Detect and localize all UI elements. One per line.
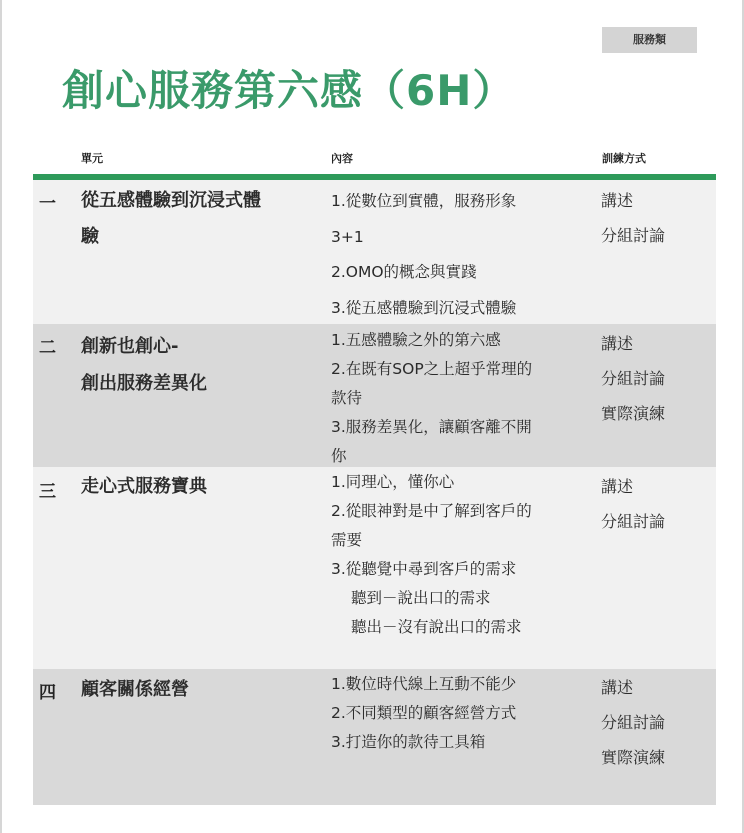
unit-line: 顧客關係經營 [81, 679, 189, 700]
method-item: 分組討論 [601, 369, 666, 388]
row-content [331, 468, 589, 642]
row-number: 四 [39, 683, 56, 703]
unit-line: 創出服務差異化 [81, 373, 207, 394]
unit-line: 創新也創心- [81, 336, 179, 357]
content-line: 款待 [331, 389, 363, 407]
category-tag: 服務類 [602, 27, 697, 53]
page-title: 創心服務第六感（6H） [62, 66, 516, 115]
content-line: 3.從聽覺中尋到客戶的需求 [331, 560, 517, 578]
content-line: 2.不同類型的顧客經營方式 [331, 704, 517, 722]
row-number: 一 [39, 194, 56, 214]
header-content: 內容 [331, 152, 353, 165]
header-unit: 單元 [81, 152, 103, 165]
content-subline: 聽出－沒有說出口的需求 [351, 618, 522, 636]
table-row [33, 180, 716, 324]
content-line: 3+1 [331, 227, 364, 246]
row-unit [81, 469, 311, 505]
content-line: 3.服務差異化，讓顧客離不開 [331, 418, 532, 436]
method-item: 講述 [601, 678, 634, 697]
method-item: 實際演練 [601, 748, 666, 767]
method-item: 講述 [601, 191, 634, 210]
header-method: 訓練方式 [602, 152, 646, 165]
content-subline: 聽到－說出口的需求 [351, 589, 491, 607]
row-method [601, 469, 711, 539]
method-item: 分組討論 [601, 713, 666, 732]
row-method [601, 670, 711, 775]
content-line: 需要 [331, 531, 363, 549]
row-content [331, 184, 589, 326]
unit-line: 走心式服務寶典 [81, 476, 207, 497]
content-line: 1.從數位到實體，服務形象 [331, 192, 517, 210]
content-line: 2.在既有SOP之上超乎常理的 [331, 360, 533, 378]
method-item: 實際演練 [601, 404, 666, 423]
content-line: 3.從五感體驗到沉浸式體驗 [331, 298, 517, 317]
content-line: 3.打造你的款待工具箱 [331, 733, 486, 751]
row-number: 三 [39, 482, 56, 502]
content-line: 1.同理心，懂你心 [331, 473, 455, 491]
content-line: 2.從眼神對是中了解到客戶的 [331, 502, 532, 520]
row-content [331, 670, 589, 757]
unit-line: 驗 [81, 226, 99, 247]
row-unit [81, 672, 311, 708]
page-left-border [0, 0, 2, 833]
method-item: 講述 [601, 477, 634, 496]
method-item: 分組討論 [601, 226, 666, 245]
row-method [601, 326, 711, 431]
row-number: 二 [39, 338, 56, 358]
unit-line: 從五感體驗到沉浸式體 [81, 190, 261, 211]
method-item: 分組討論 [601, 512, 666, 531]
method-item: 講述 [601, 334, 634, 353]
row-unit [81, 183, 311, 255]
content-line: 1.五感體驗之外的第六感 [331, 331, 501, 349]
table-row [33, 467, 716, 669]
content-line: 2.OMO的概念與實踐 [331, 263, 477, 281]
content-line: 你 [331, 447, 347, 465]
table-row [33, 324, 716, 467]
content-line: 1.數位時代線上互動不能少 [331, 675, 517, 693]
row-unit [81, 328, 311, 402]
table-row [33, 669, 716, 805]
row-content [331, 326, 589, 471]
row-method [601, 183, 711, 253]
